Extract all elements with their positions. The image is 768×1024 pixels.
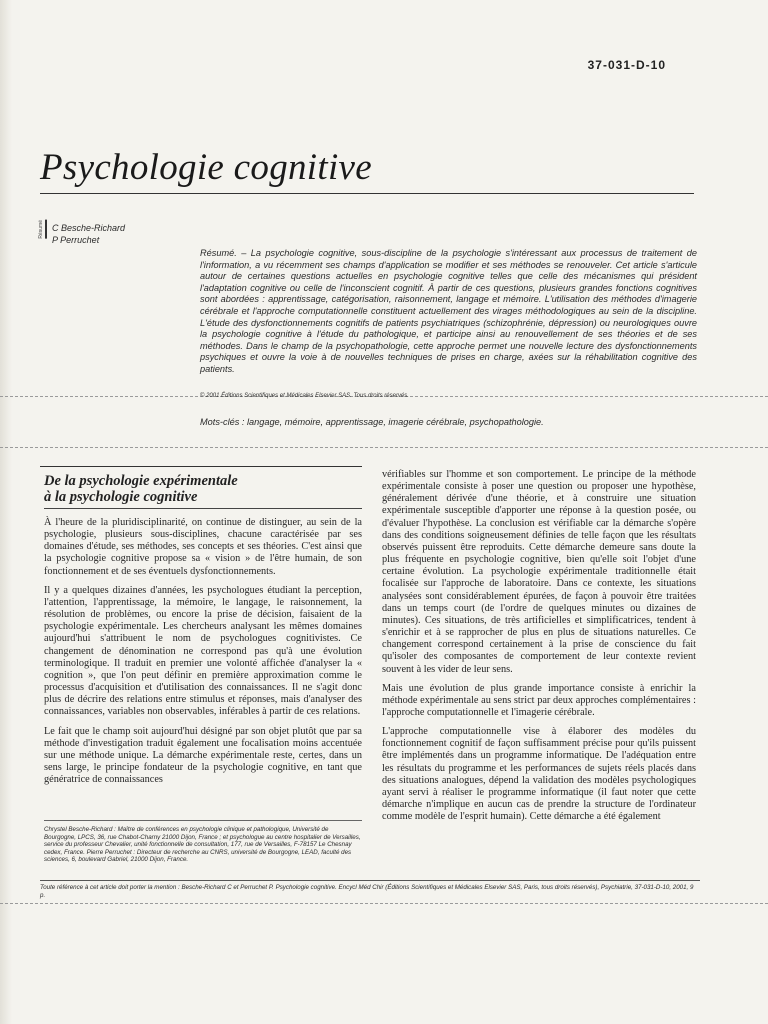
authors bbox=[52, 223, 125, 246]
side-label: Résumé bbox=[38, 220, 47, 239]
author-1: C Besche-Richard bbox=[52, 223, 126, 233]
keywords: Mots-clés : langage, mémoire, apprentissage, imagerie cérébrale, psychopathologie. bbox=[200, 417, 544, 427]
section-top-rule bbox=[40, 466, 362, 467]
paragraph: Le fait que le champ soit aujourd'hui désigné par son objet plutôt que par sa méthode d'investigation traduit également une focalisation moins accentuée sur une méthode unique. La démarche expérimentale reste, certes, dans un sens large, le principe fondateur de la psychologie cognitive, en tant que génératrice de connaissances bbox=[44, 725, 362, 786]
author-2: P Perruchet bbox=[52, 234, 100, 245]
scan-dash-line bbox=[0, 447, 768, 448]
section-title bbox=[44, 473, 364, 505]
paragraph: Il y a quelques dizaines d'années, les psychologues étudiant la perception, l'attention, l'apprentissage, la mémoire, le langage, le raisonnement, la résolution de problèmes, ou encore la prise de décision, faisaient de la psychologie expérimentale. Les chercheurs analysant les mêmes domaines aujourd'hui s'attribuent le nom de psychologues cognitivistes. Ce changement de dénomination ne correspond pas qu'à une évolution terminologique. Il traduit en premier une volonté affichée d'analyser la « cognition », que l'on peut définir en première approximation comme le processus d'acquisition et d'utilisation des connaissances. Il ne s'agit donc plus de décrire des relations entre stimulus et réponses, mais d'analyser des connaissances, variables non observables, inférables à partir de ces relations. bbox=[44, 584, 362, 718]
footer-rule bbox=[40, 880, 700, 881]
paragraph: vérifiables sur l'homme et son comportement. Le principe de la méthode expérimentale consiste à poser une question ou proposer une hypothèse, généralement dérivée d'une théorie, et à construire une situation expérimentale susceptible d'apporter une réponse à la question posée, ou d'évaluer l'hypothèse. La conclusion est vérifiable car la démarche s'opère dans des conditions soigneusement définies de telle façon que les résultats observés puissent être reproduits. Cette démarche demeure sans doute la plus fréquente en psychologie cognitive, bien qu'elle soit l'objet d'une certaine évolution. La psychologie expérimentale traditionnelle était focalisée sur l'approche de laboratoire. Dans ce contexte, les situations analysées sont considérablement épurées, de façon à pouvoir être traitées dans un temps court (de l'ordre de quelques minutes ou dizaines de minutes). Ces situations, de très artificielles et simplificatrices, tendent à s'enrichir et à se rapprocher de plus en plus de situations naturelles. Ce changement correspond certainement à la prise de conscience du fait qu'isoler des composantes de comportement de leur contexte revient souvent à les vider de leur sens. bbox=[382, 469, 696, 675]
abstract: Résumé. – La psychologie cognitive, sous-discipline de la psychologie s'intéressant aux processus de traitement de l'information, a vu récemment ses champs d'application se modifier et ses méthodes se renouveler. Cet article s'articule autour de certaines questions actuelles en psychologie cognitive telles que celle des mécanismes qui président l'adaptation cognitive ou celle de l'inconscient cognitif. À partir de ces questions, plusieurs grandes fonctions cognitives sont abordées : apprentissage, catégorisation, raisonnement, langage et mémoire. L'utilisation des méthodes d'imagerie cérébrale et l'approche computationnelle constituent actuellement des virages méthodologiques au sein de la discipline. L'étude des dysfonctionnements cognitifs de patients psychiatriques (schizophrénie, dépression) ou neurologiques ouvre la psychologie cognitive à l'étude du pathologique, et participe ainsi au renouvellement de ses théories et de ses méthodes. Dans le champ de la psychopathologie, cette approche permet une nouvelle lecture des dysfonctionnements psychiques et ouvre la voie à de nouvelles techniques de prises en charge, axées sur la réhabilitation cognitive des patients. bbox=[200, 248, 697, 374]
affiliation-rule bbox=[44, 820, 362, 821]
title-rule bbox=[40, 193, 694, 194]
left-column bbox=[44, 517, 362, 793]
right-column bbox=[382, 469, 696, 830]
scan-edge-shadow bbox=[0, 0, 12, 1024]
citation-footer: Toute référence à cet article doit porter la mention : Besche-Richard C et Perruchet P. Psychologie cognitive. Encycl Méd Chir (Éditions Scientifiques et Médicales Elsevier SAS, Paris, tous droits réservés), Psychiatrie, 37-031-D-10, 2001, 9 p. bbox=[40, 884, 694, 899]
section-underline bbox=[44, 508, 362, 509]
section-title-line-2: à la psychologie cognitive bbox=[44, 489, 198, 505]
author-affiliations: Chrystel Besche-Richard : Maître de conférences en psychologie clinique et pathologique, Université de Bourgogne, LPCS, 36, rue Chabot-Charny 21000 Dijon, France ; et psychologue au centre hospitalier de Versailles, service du professeur Chevalier, unité fonctionnelle de consultation, 177, rue de Versailles, F-78157 Le Chesnay cedex, France. Pierre Perruchet : Directeur de recherche au CNRS, université de Bourgogne, LEAD, faculté des sciences, 6, boulevard Gabriel, 21000 Dijon, France. bbox=[44, 826, 361, 864]
section-title-line-1: De la psychologie expérimentale bbox=[44, 473, 238, 489]
document-reference: 37-031-D-10 bbox=[587, 58, 666, 72]
copyright: © 2001 Éditions Scientifiques et Médicales Elsevier SAS. Tous droits réservés. bbox=[200, 393, 409, 399]
scan-dash-line bbox=[0, 903, 768, 904]
paragraph: L'approche computationnelle vise à élaborer des modèles du fonctionnement cognitif de façon suffisamment précise pour qu'ils puissent être implémentés dans un programme informatique. De l'adéquation entre les résultats du programme et les performances de sujets réels placés dans des situations analogues, dépend la validation des modèles psychologiques ayant servi à réaliser le programme informatique (il faut noter que cette démarche n'implique en aucun cas de prendre la structure de l'ordinateur comme modèle de l'esprit humain). Cette démarche a été également bbox=[382, 726, 696, 823]
paragraph: À l'heure de la pluridisciplinarité, on continue de distinguer, au sein de la psychologie, plusieurs sous-disciplines, chacune caractérisée par ses domaines d'étude, ses méthodes, ses concepts et ses théories. C'est ainsi que la psychologie cognitive propose sa « vision » de l'être humain, de son fonctionnement et de ses éventuels dysfonctionnements. bbox=[44, 517, 362, 577]
paragraph: Mais une évolution de plus grande importance consiste à enrichir la méthode expérimentale au sens strict par deux approches complémentaires : l'approche computationnelle et l'imagerie cérébrale. bbox=[382, 682, 696, 718]
article-title: Psychologie cognitive bbox=[40, 147, 372, 188]
